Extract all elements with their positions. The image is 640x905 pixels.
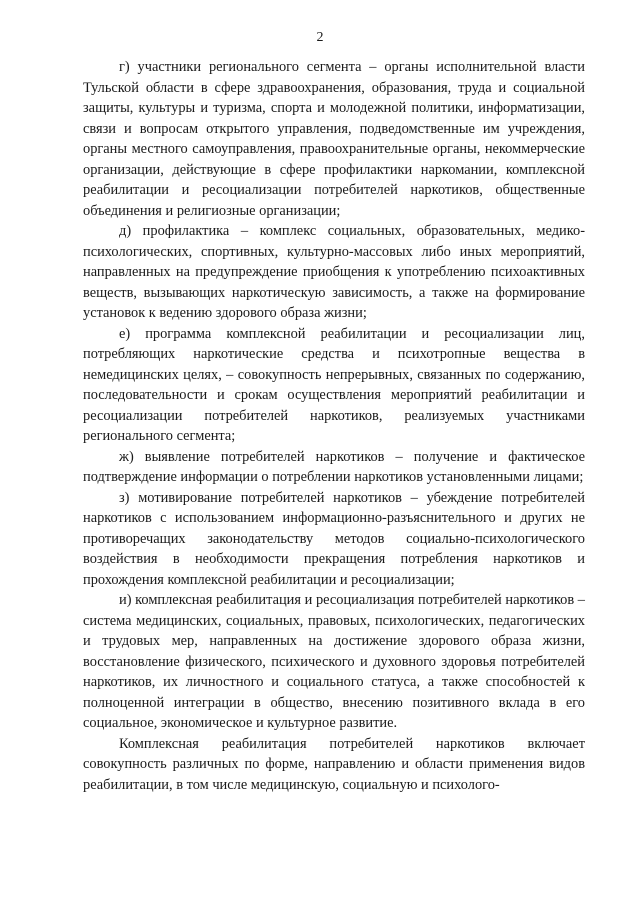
paragraph-e-program: е) программа комплексной реабилитации и ресоциализации лиц, потребляющих наркотические средства и психотропные вещества в немедицинских целях, – совокупность непрерывных, связанных по содержанию, последовательности и срокам осуществления мероприятий реабилитации и ресоциализации потребителей наркотиков, реализуемых участниками регионального сегмента; <box>83 325 585 444</box>
document-body <box>83 57 585 795</box>
page-number: 2 <box>316 30 324 45</box>
paragraph-i-rehabilitation: и) комплексная реабилитация и ресоциализация потребителей наркотиков – система медицинских, социальных, правовых, психологических, педагогических и трудовых мер, направленных на достижение здорового образа жизни, восстановление физического, психического и духовного здоровья потребителей наркотиков, их личностного и социального статуса, а также способностей к полноценной интеграции в общество, внесению позитивного вклада в его социальное, экономическое и культурное развитие. <box>83 592 585 731</box>
paragraph-g-participants: г) участники регионального сегмента – органы исполнительной власти Тульской области в сфере здравоохранения, образования, труда и социальной защиты, культуры и туризма, спорта и молодежной политики, информатизации, связи и вопросам открытого управления, подведомственные им учреждения, органы местного самоуправления, правоохранительные органы, некоммерческие организации, действующие в сфере профилактики наркомании, комплексной реабилитации и ресоциализации потребителей наркотиков, общественные объединения и религиозные организации; <box>83 59 585 219</box>
paragraph-rehabilitation-includes: Комплексная реабилитация потребителей наркотиков включает совокупность различных по форме, направлению и области применения видов реабилитации, в том числе медицинскую, социальную и психолого- <box>83 735 585 793</box>
paragraph-zh-detection: ж) выявление потребителей наркотиков – получение и фактическое подтверждение информации о потреблении наркотиков установленными лицами; <box>83 448 585 485</box>
paragraph-z-motivation: з) мотивирование потребителей наркотиков – убеждение потребителей наркотиков с использованием информационно-разъяснительного и других не противоречащих законодательству методов социально-психологического воздействия в необходимости прекращения потребления наркотиков и прохождения комплексной реабилитации и ресоциализации; <box>83 489 585 588</box>
paragraph-d-prevention: д) профилактика – комплекс социальных, образовательных, медико-психологических, спортивных, культурно-массовых либо иных мероприятий, направленных на предупреждение приобщения к употреблению психоактивных веществ, вызывающих наркотическую зависимость, а также на формирование установок к ведению здорового образа жизни; <box>83 223 585 321</box>
